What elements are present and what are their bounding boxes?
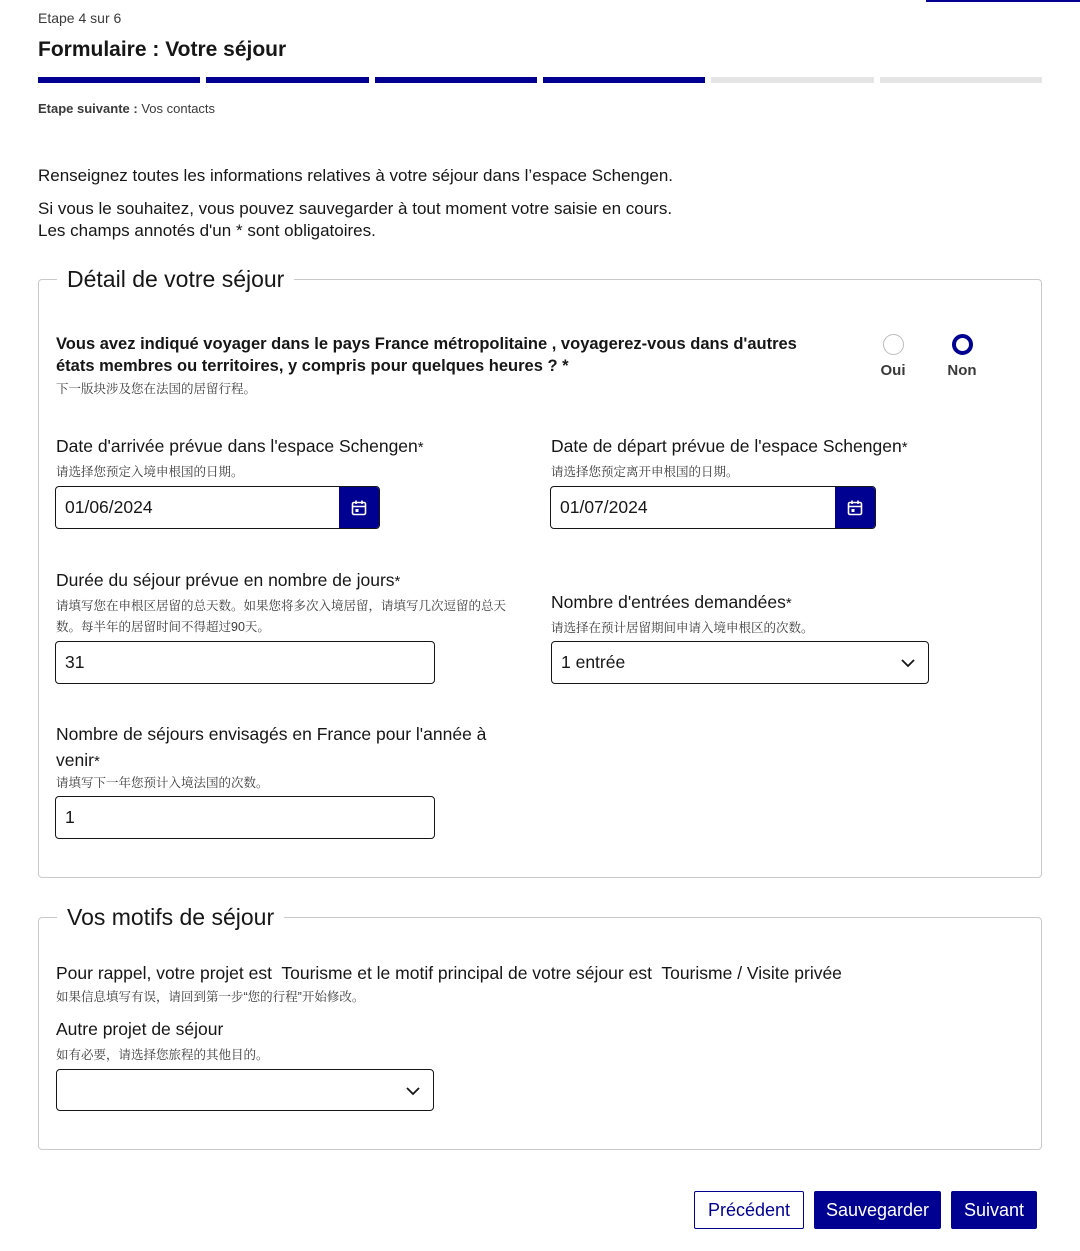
- departure-date-label-text: Date de départ prévue de l'espace Schengen: [551, 436, 902, 456]
- required-star: *: [785, 595, 792, 612]
- chevron-down-icon: [405, 1083, 421, 1099]
- radio-non-label: Non: [947, 362, 977, 379]
- required-note-pre: Les champs annotés d'un: [38, 221, 232, 240]
- next-step-label: Etape suivante :: [38, 101, 138, 116]
- stays-label-line2: venir: [56, 750, 94, 770]
- progress-step-6: [880, 77, 1042, 83]
- entries-select[interactable]: [551, 641, 929, 684]
- page-title: Formulaire : Votre séjour: [38, 38, 287, 61]
- save-button[interactable]: Sauvegarder: [814, 1191, 941, 1229]
- previous-button[interactable]: Précédent: [694, 1191, 804, 1229]
- radio-oui[interactable]: [868, 334, 918, 379]
- calendar-icon: [846, 499, 864, 517]
- duration-hint: [56, 596, 536, 638]
- next-step-value: Vos contacts: [141, 101, 216, 116]
- chevron-down-icon: [900, 655, 916, 671]
- duration-field[interactable]: [55, 641, 435, 684]
- required-star: *: [562, 357, 569, 375]
- departure-date-label: [551, 436, 908, 457]
- step-count: Etape 4 sur 6: [38, 10, 122, 26]
- motives-reminder: Pour rappel, votre projet est Tourisme et le motif principal de votre séjour est Tourisme / Visite privée: [56, 963, 842, 983]
- other-project-label: Autre projet de séjour: [56, 1019, 224, 1039]
- progress-step-2: [206, 77, 368, 83]
- other-states-question: [56, 333, 856, 377]
- stays-label: [56, 721, 526, 775]
- progress-step-4: [543, 77, 705, 83]
- required-star: *: [93, 753, 100, 770]
- entries-label: [551, 592, 792, 613]
- duration-label: [56, 570, 400, 591]
- other-states-question-line1: Vous avez indiqué voyager dans le pays France métropolitaine , voyagerez-vous dans d'autres: [56, 335, 797, 353]
- progress-stepper: [38, 77, 1042, 83]
- arrival-date-label-text: Date d'arrivée prévue dans l'espace Schengen: [56, 436, 418, 456]
- progress-step-1: [38, 77, 200, 83]
- entries-label-text: Nombre d'entrées demandées: [551, 592, 786, 612]
- motives-reminder-hint: 如果信息填写有误，请回到第一步“您的行程”开始修改。: [56, 990, 365, 1004]
- entries-hint: 请选择在预计居留期间申请入境申根区的次数。: [551, 621, 814, 635]
- departure-calendar-button[interactable]: [835, 487, 875, 528]
- duration-label-text: Durée du séjour prévue en nombre de jours: [56, 570, 395, 590]
- stays-label-line1: Nombre de séjours envisagés en France pour l'année à: [56, 724, 487, 744]
- radio-oui-circle[interactable]: [883, 334, 904, 355]
- entries-select-value: 1 entrée: [561, 652, 626, 672]
- top-accent-bar: [926, 0, 1080, 2]
- motives-legend: Vos motifs de séjour: [67, 904, 275, 930]
- required-note-post: sont obligatoires.: [247, 221, 376, 240]
- other-project-hint: 如有必要，请选择您旅程的其他目的。: [56, 1048, 269, 1062]
- other-project-select[interactable]: [56, 1069, 434, 1111]
- stay-details-legend: Détail de votre séjour: [67, 266, 285, 292]
- radio-non[interactable]: [937, 334, 987, 379]
- duration-input[interactable]: [65, 642, 434, 683]
- intro-text-3: [38, 221, 376, 241]
- arrival-calendar-button[interactable]: [339, 487, 379, 528]
- required-star: *: [901, 439, 908, 456]
- intro-text-2: Si vous le souhaitez, vous pouvez sauvegarder à tout moment votre saisie en cours.: [38, 199, 673, 218]
- arrival-date-field[interactable]: [55, 486, 380, 529]
- stays-field[interactable]: [55, 796, 435, 839]
- required-star: *: [417, 439, 424, 456]
- radio-oui-label: Oui: [880, 362, 906, 379]
- duration-hint-line2: 数。每半年的居留时间不得超过90天。: [56, 620, 270, 634]
- intro-text-1: Renseignez toutes les informations relatives à votre séjour dans l’espace Schengen.: [38, 166, 674, 185]
- departure-date-hint: 请选择您预定离开申根国的日期。: [551, 465, 739, 479]
- departure-date-input[interactable]: [560, 487, 875, 528]
- progress-step-3: [375, 77, 537, 83]
- progress-step-5: [711, 77, 873, 83]
- arrival-date-label: [56, 436, 424, 457]
- stays-input[interactable]: [65, 797, 434, 838]
- stays-hint: 请填写下一年您预计入境法国的次数。: [56, 776, 269, 790]
- radio-non-circle[interactable]: [952, 334, 973, 355]
- calendar-icon: [350, 499, 368, 517]
- next-step-info: [38, 101, 215, 116]
- departure-date-field[interactable]: [550, 486, 876, 529]
- duration-hint-line1: 请填写您在申根区居留的总天数。如果您将多次入境居留，请填写几次逗留的总天: [56, 599, 507, 613]
- other-states-question-line2: états membres ou territoires, y compris pour quelques heures ?: [56, 357, 558, 375]
- required-star: *: [235, 221, 243, 240]
- next-button[interactable]: Suivant: [951, 1191, 1037, 1229]
- other-states-hint: 下一版块涉及您在法国的居留行程。: [56, 382, 257, 396]
- arrival-date-input[interactable]: [65, 487, 379, 528]
- required-star: *: [394, 573, 401, 590]
- arrival-date-hint: 请选择您预定入境申根国的日期。: [56, 465, 244, 479]
